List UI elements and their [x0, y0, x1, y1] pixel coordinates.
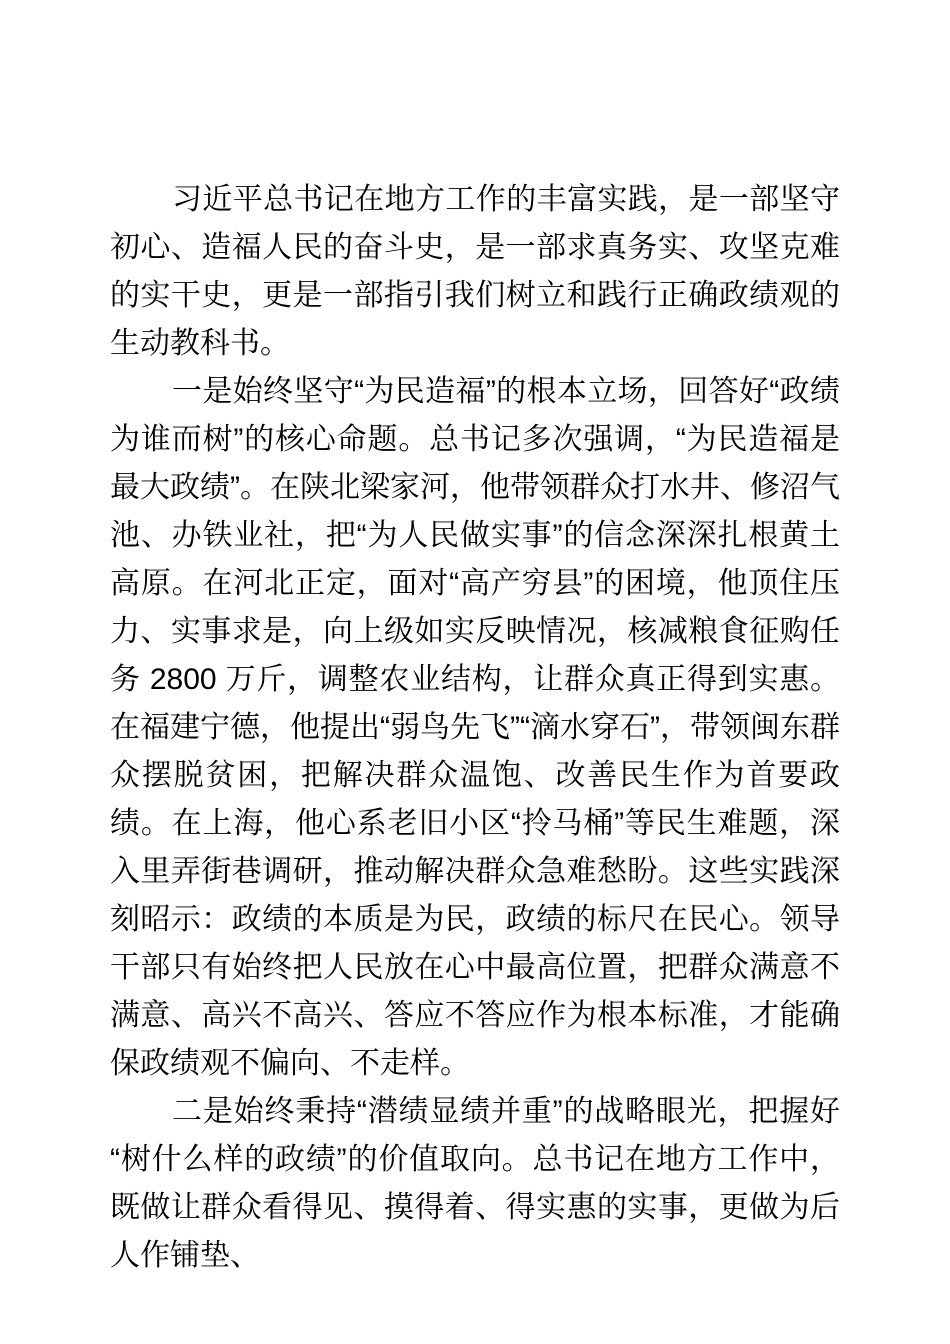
- paragraph-point-two: 二是始终秉持“潜绩显绩并重”的战略眼光，把握好“树什么样的政绩”的价值取向。总书记在地方工作中，既做让群众看得见、摸得着、得实惠的实事，更做为后人作铺垫、: [110, 1095, 840, 1272]
- document-text-body: [110, 176, 840, 1280]
- paragraph-point-one: 一是始终坚守“为民造福”的根本立场，回答好“政绩为谁而树”的核心命题。总书记多次强调，“为民造福是最大政绩”。在陕北梁家河，他带领群众打水井、修沼气池、办铁业社，把“为人民做实事”的信念深深扎根黄土高原。在河北正定，面对“高产穷县”的困境，他顶住压力、实事求是，向上级如实反映情况，核减粮食征购任务 2800 万斤，调整农业结构，让群众真正得到实惠。在福建宁德，他提出“弱鸟先飞”“滴水穿石”，带领闽东群众摆脱贫困，把解决群众温饱、改善民生作为首要政绩。在上海，他心系老旧小区“拎马桶”等民生难题，深入里弄街巷调研，推动解决群众急难愁盼。这些实践深刻昭示：政绩的本质是为民，政绩的标尺在民心。领导干部只有始终把人民放在心中最高位置，把群众满意不满意、高兴不高兴、答应不答应作为根本标准，才能确保政绩观不偏向、不走样。: [110, 375, 840, 1080]
- paragraph-intro: 习近平总书记在地方工作的丰富实践，是一部坚守初心、造福人民的奋斗史，是一部求真务实、攻坚克难的实干史，更是一部指引我们树立和践行正确政绩观的生动教科书。: [110, 183, 840, 360]
